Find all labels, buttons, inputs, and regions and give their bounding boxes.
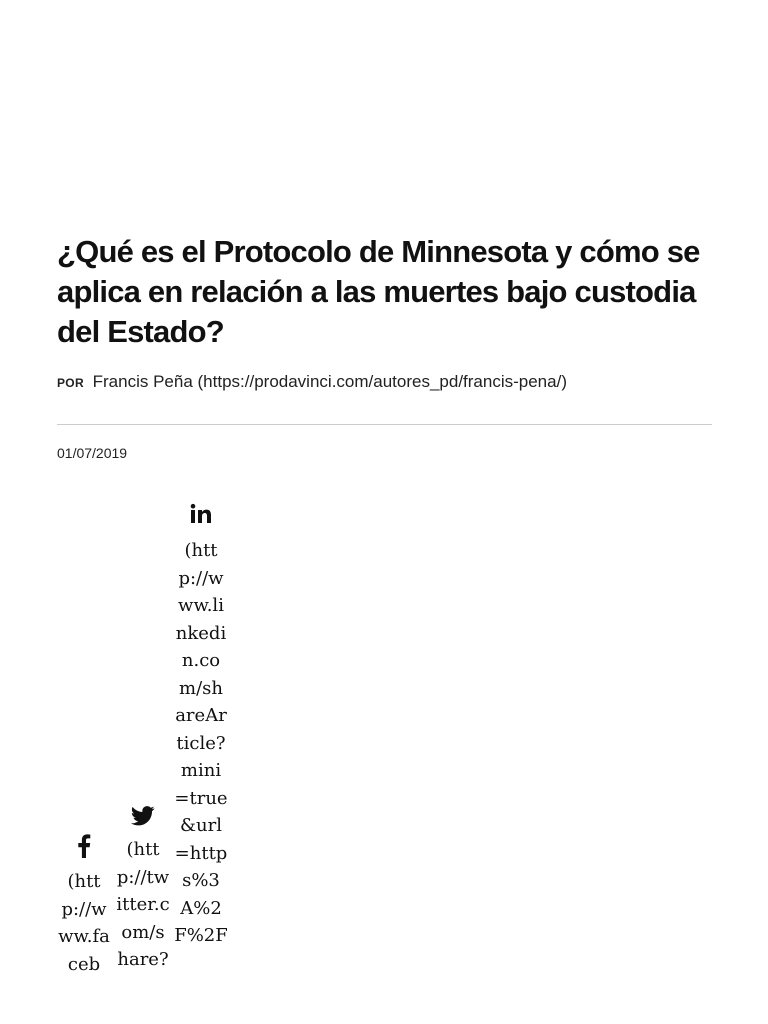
byline-prefix: POR [57,376,84,390]
linkedin-icon [189,503,213,525]
article-title: ¿Qué es el Protocolo de Minnesota y cómo se aplica en relación a las muertes bajo custodia del Estado? [57,234,700,349]
facebook-share-link[interactable]: (http://www.faceb [58,871,110,975]
publish-date: 01/07/2019 [57,445,128,461]
author-link[interactable]: Francis Peña (https://prodavinci.com/autores_pd/francis-pena/) [92,372,567,391]
facebook-icon [77,834,91,858]
twitter-share-link[interactable]: (http://twitter.com/share? [116,839,170,970]
share-facebook[interactable] [57,834,111,978]
share-twitter[interactable] [116,806,170,974]
share-linkedin[interactable] [174,503,228,950]
twitter-icon [131,806,155,826]
linkedin-share-link[interactable]: (http://www.linkedin.com/shareArticle?mini=true&url=https%3A%2F%2F [174,540,228,946]
